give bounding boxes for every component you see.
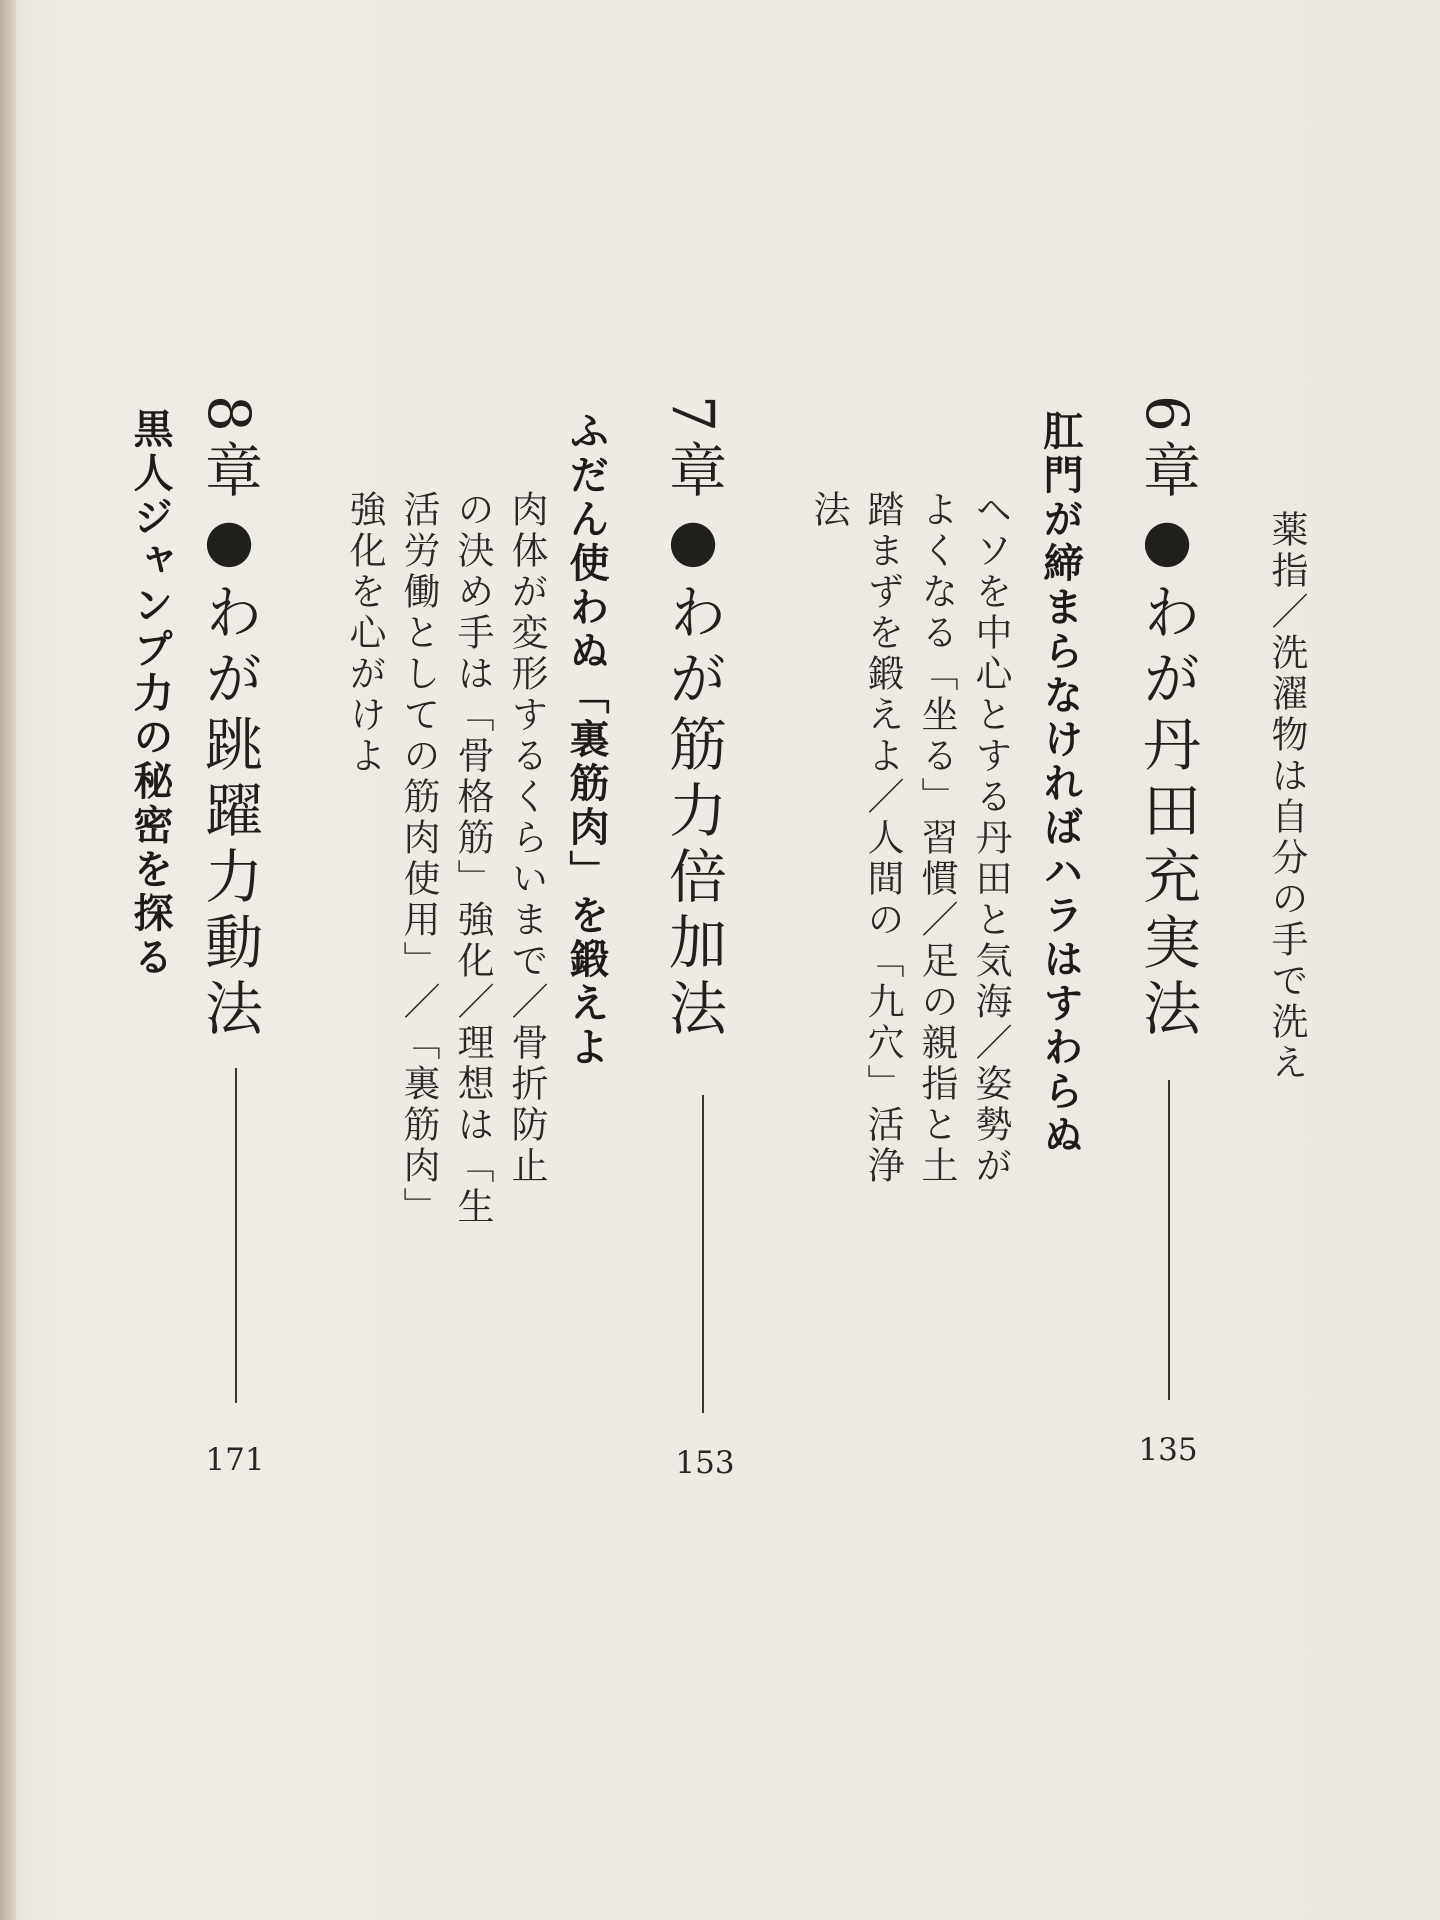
chapter-8-subtitle: 黒人ジャンプ力の秘密を探る: [127, 408, 173, 980]
chapter-6-page-number: 135: [1138, 1432, 1198, 1468]
chapter-8-leader-line: [235, 1068, 237, 1403]
toc-prev-item: 薬指／洗濯物は自分の手で洗え: [1265, 510, 1308, 1084]
book-spine: [0, 0, 16, 1920]
chapter-6-line-1: ヘソを中心とする丹田と気海／姿勢が: [969, 490, 1012, 1187]
chapter-7-title: 7章●わが筋力倍加法: [659, 395, 727, 1044]
chapter-6-line-4: 法: [807, 490, 850, 531]
chapter-7-line-4: 強化を心がけよ: [343, 490, 386, 777]
chapter-8-title: 8章●わが跳躍力動法: [195, 395, 263, 1044]
chapter-6-title: 6章●わが丹田充実法: [1133, 395, 1201, 1044]
chapter-6-subtitle: 肛門が締まらなければハラはすわらぬ: [1037, 410, 1083, 1158]
chapter-7-page-number: 153: [675, 1445, 735, 1481]
chapter-7-line-2: の決め手は「骨格筋」強化／理想は「生: [451, 490, 494, 1228]
chapter-7-line-1: 肉体が変形するくらいまで／骨折防止: [505, 490, 548, 1187]
chapter-7-subtitle: ふだん使わぬ「裏筋肉」を鍛えよ: [563, 410, 609, 1070]
chapter-8-page-number: 171: [205, 1442, 265, 1478]
chapter-6-line-3: 踏まずを鍛えよ／人間の「九穴」活浄: [861, 490, 904, 1187]
chapter-6-leader-line: [1168, 1080, 1170, 1400]
chapter-7-leader-line: [702, 1095, 704, 1413]
chapter-6-line-2: よくなる「坐る」習慣／足の親指と土: [915, 490, 958, 1187]
chapter-7-line-3: 活労働としての筋肉使用」／「裏筋肉」: [397, 490, 440, 1228]
